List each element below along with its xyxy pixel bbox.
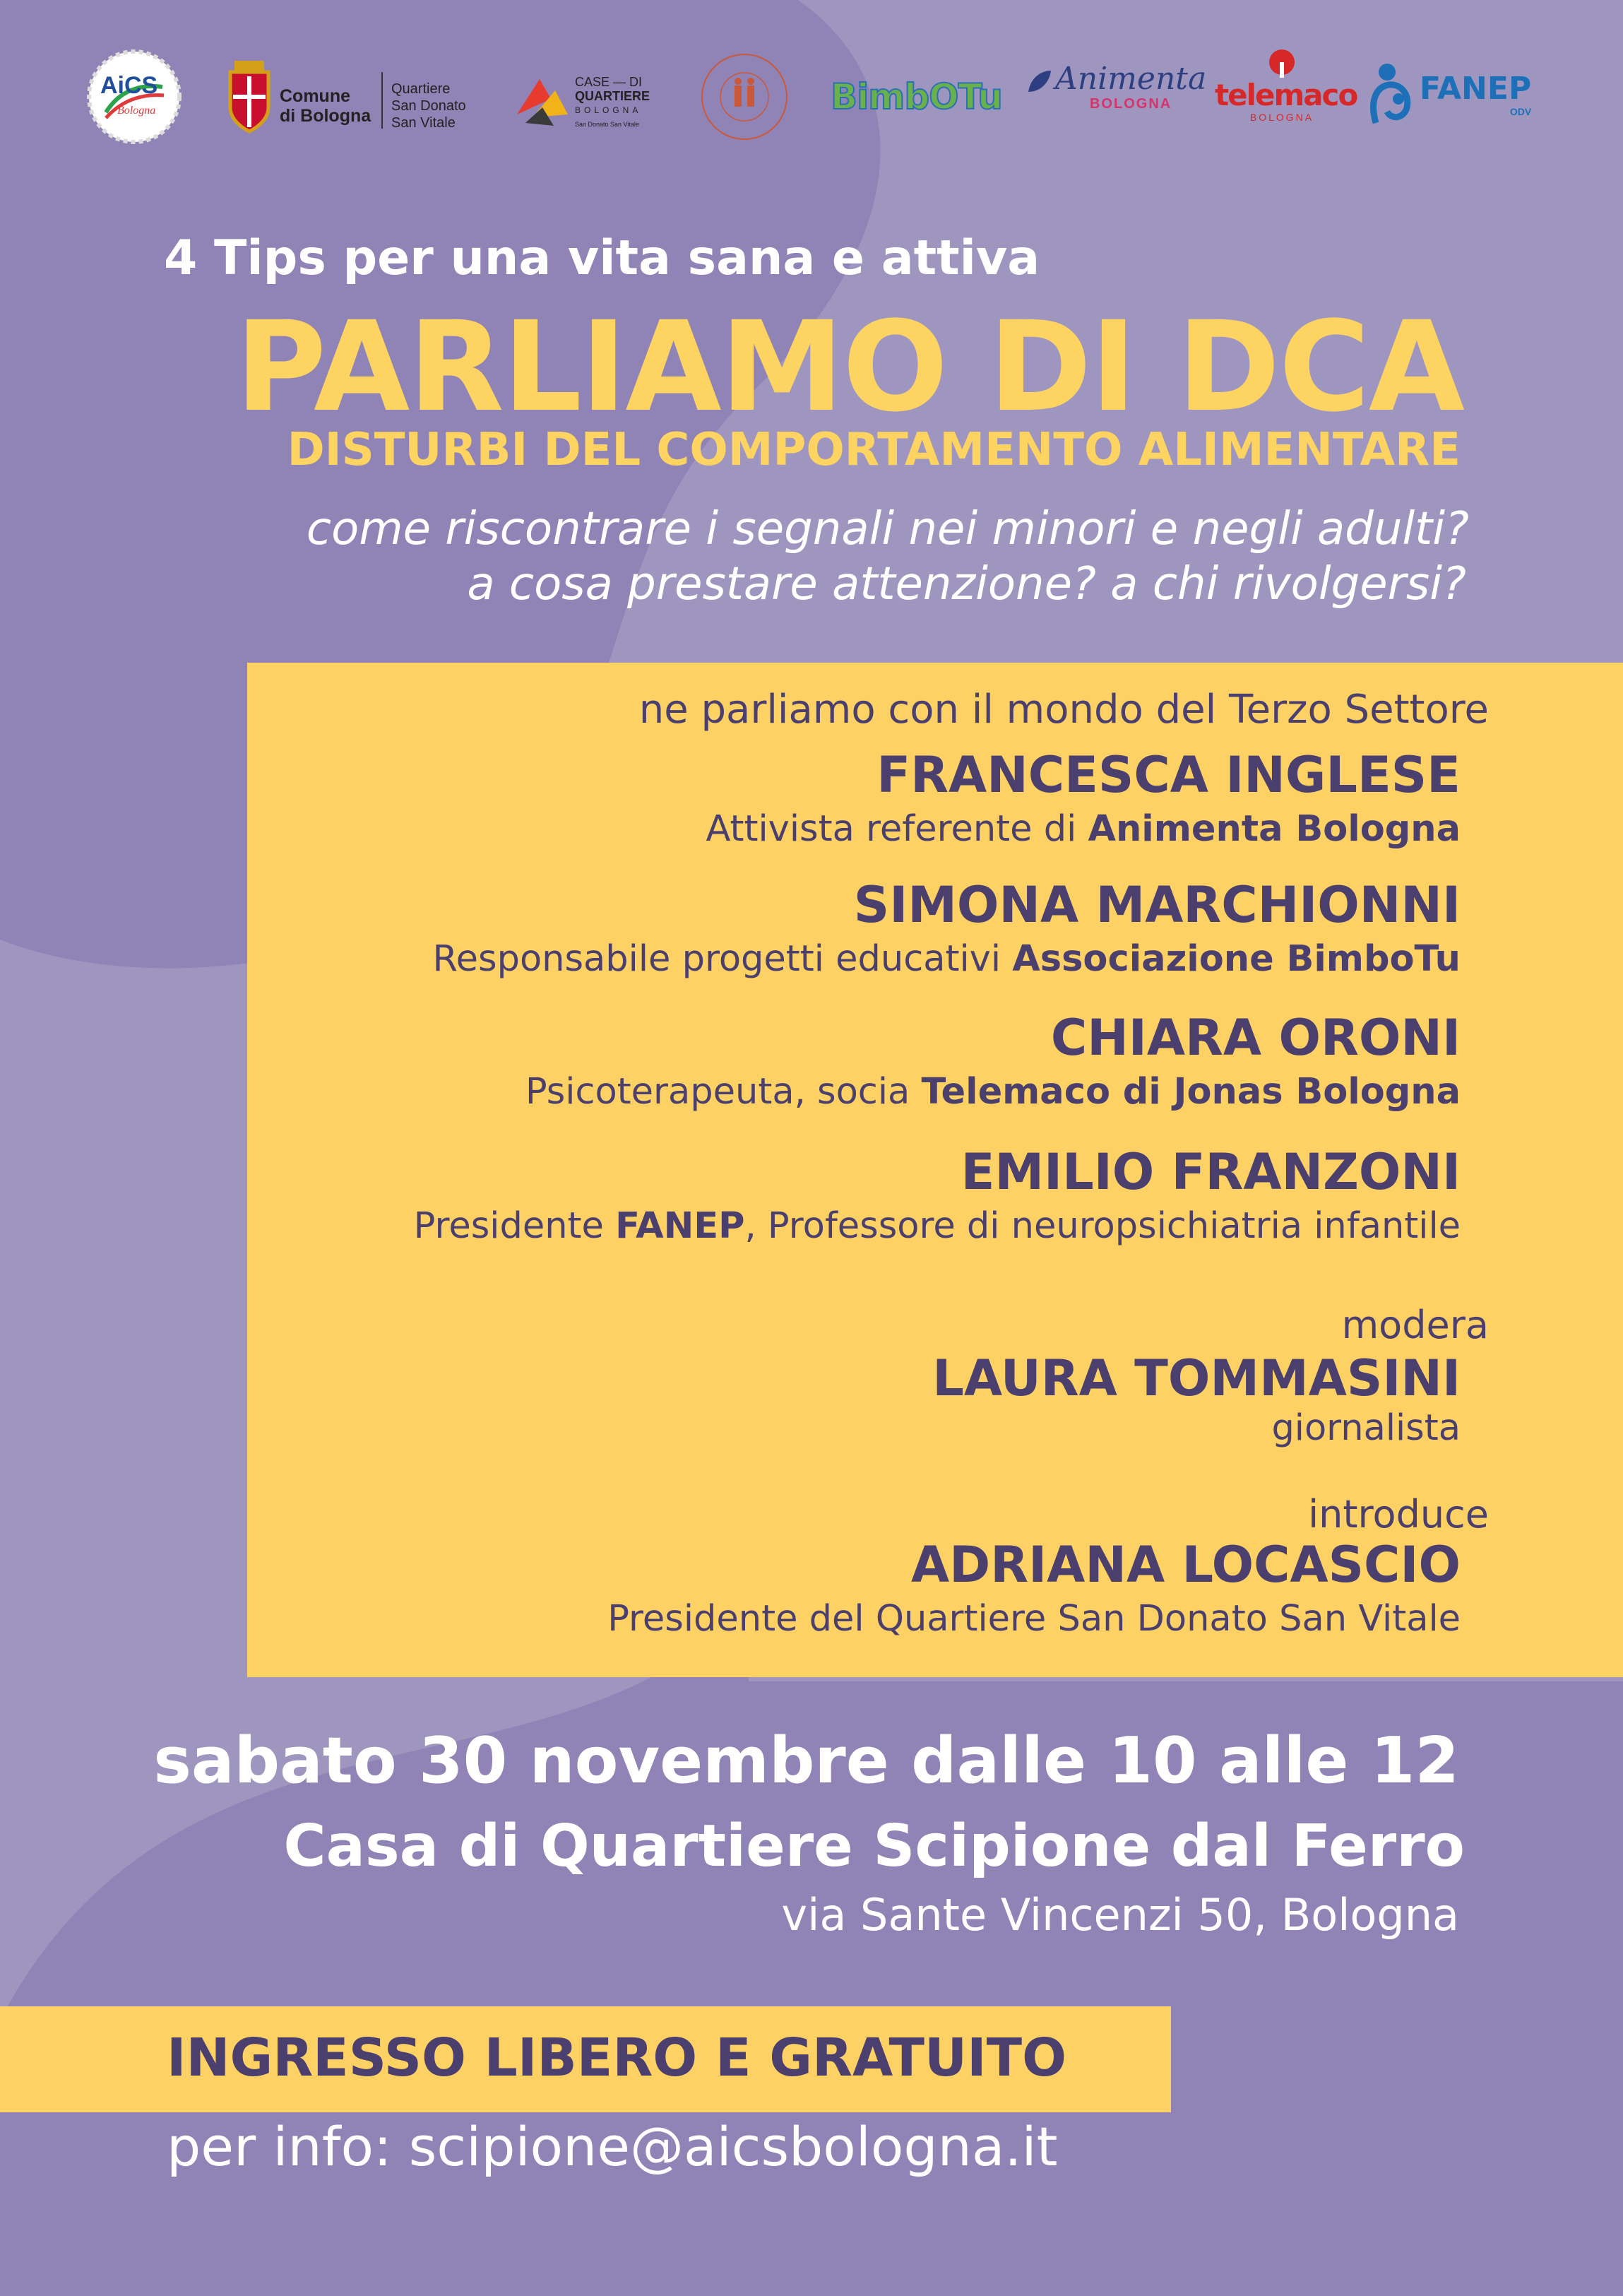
case-line1: CASE — DI: [575, 75, 643, 89]
question-line-2: a cosa prestare attenzione? a chi rivolgersi?: [467, 558, 1466, 610]
free-entry-text: INGRESSO LIBERO E GRATUITO: [167, 2028, 1067, 2088]
panel-intro: ne parliamo con il mondo del Terzo Settore: [638, 687, 1489, 733]
aics-logo-subtext: Bologna: [117, 105, 156, 117]
aics-logo-text: AiCS: [100, 72, 158, 99]
quartiere-line3: San Vitale: [391, 115, 456, 131]
fanep-text: [1420, 72, 1531, 117]
quartiere-line2: San Donato: [391, 98, 466, 114]
speaker-role: [706, 808, 1461, 850]
animenta-logo: [1025, 44, 1207, 150]
speaker-name: EMILIO FRANZONI: [961, 1143, 1461, 1201]
speaker-name: FRANCESCA INGLESE: [876, 746, 1461, 804]
case-line2: QUARTIERE: [575, 89, 650, 103]
fanep-logo: [1370, 44, 1547, 150]
comune-text: [280, 86, 371, 126]
speaker-role: [432, 938, 1461, 980]
casa-scipione-logo: [698, 44, 797, 150]
speaker-org: Associazione BimboTu: [1012, 938, 1461, 980]
comune-crest-icon: [225, 58, 274, 136]
quartiere-line1: Quartiere: [391, 81, 451, 97]
kicker: 4 Tips per una vita sana e attiva: [164, 230, 1040, 286]
question-line-1: come riscontrare i segnali nei minori e negli adulti?: [306, 503, 1469, 555]
comune-divider: [381, 72, 383, 129]
partner-logos: [85, 44, 1554, 150]
moderator-label: modera: [1341, 1303, 1489, 1347]
case-di-quartiere-logo: [511, 44, 674, 150]
info-email: per info: scipione@aicsbologna.it: [167, 2115, 1058, 2178]
introducer-name: ADRIANA LOCASCIO: [910, 1536, 1461, 1594]
page-subtitle: DISTURBI DEL COMPORTAMENTO ALIMENTARE: [287, 424, 1461, 476]
fanep-line2: ODV: [1509, 106, 1532, 117]
speaker-role-text: Responsabile progetti educativi: [432, 938, 1013, 980]
speakers-panel: [247, 663, 1623, 1677]
speaker-role: [525, 1071, 1461, 1113]
moderator-role: giornalista: [1271, 1407, 1461, 1449]
speaker-org: Telemaco di Jonas Bologna: [921, 1071, 1461, 1113]
introducer-label: introduce: [1308, 1492, 1489, 1537]
quartiere-text: [391, 81, 466, 131]
animenta-text: [1055, 62, 1206, 112]
page-title: PARLIAMO DI DCA: [235, 295, 1463, 439]
telemaco-logo: [1215, 44, 1357, 150]
speaker-role-suffix: , Professore di neuropsichiatria infantile: [744, 1205, 1461, 1247]
case-line3: BOLOGNA: [575, 105, 642, 115]
telemaco-line2: BOLOGNA: [1249, 112, 1314, 123]
speaker-role-text: Attivista referente di: [706, 808, 1088, 850]
event-date: sabato 30 novembre dalle 10 alle 12: [153, 1724, 1459, 1798]
animenta-line1: Animenta: [1055, 61, 1207, 97]
speaker-name: SIMONA MARCHIONNI: [853, 876, 1461, 934]
case-line4: San Donato San Vitale: [575, 121, 639, 128]
telemaco-text: [1215, 78, 1357, 123]
moderator-name: LAURA TOMMASINI: [932, 1349, 1461, 1407]
telemaco-tree-icon: [1264, 48, 1300, 79]
free-entry-bar: [0, 2006, 1171, 2112]
case-quartiere-mark-icon: [511, 65, 572, 129]
bimbotu-logo: [831, 44, 1007, 150]
event-address: via Sante Vincenzi 50, Bologna: [781, 1889, 1459, 1941]
speaker-role-text: Psicoterapeuta, socia: [525, 1071, 922, 1113]
introducer-role: Presidente del Quartiere San Donato San Vitale: [607, 1598, 1461, 1640]
comune-line1: Comune: [280, 86, 350, 106]
aics-bologna-logo: [85, 44, 191, 150]
scipione-seal-icon: [698, 50, 791, 143]
bimbotu-text: BimbOTu: [831, 76, 1002, 117]
scipione-logo-text: [706, 140, 791, 141]
speaker-org: FANEP: [615, 1205, 745, 1247]
comune-line2: di Bologna: [280, 106, 371, 126]
animenta-line2: BOLOGNA: [1089, 96, 1172, 112]
fanep-line1: FANEP: [1420, 71, 1532, 107]
fanep-figure-icon: [1370, 61, 1415, 124]
speaker-org: Animenta Bologna: [1088, 808, 1461, 850]
speaker-role: [414, 1205, 1461, 1247]
speaker-name: CHIARA ORONI: [1050, 1009, 1461, 1067]
event-venue: Casa di Quartiere Scipione dal Ferro: [283, 1813, 1465, 1880]
telemaco-line1: telemaco: [1215, 78, 1357, 112]
animenta-leaf-icon: [1025, 68, 1054, 96]
speaker-role-text: Presidente: [413, 1205, 616, 1247]
case-quartiere-text: [575, 75, 650, 131]
